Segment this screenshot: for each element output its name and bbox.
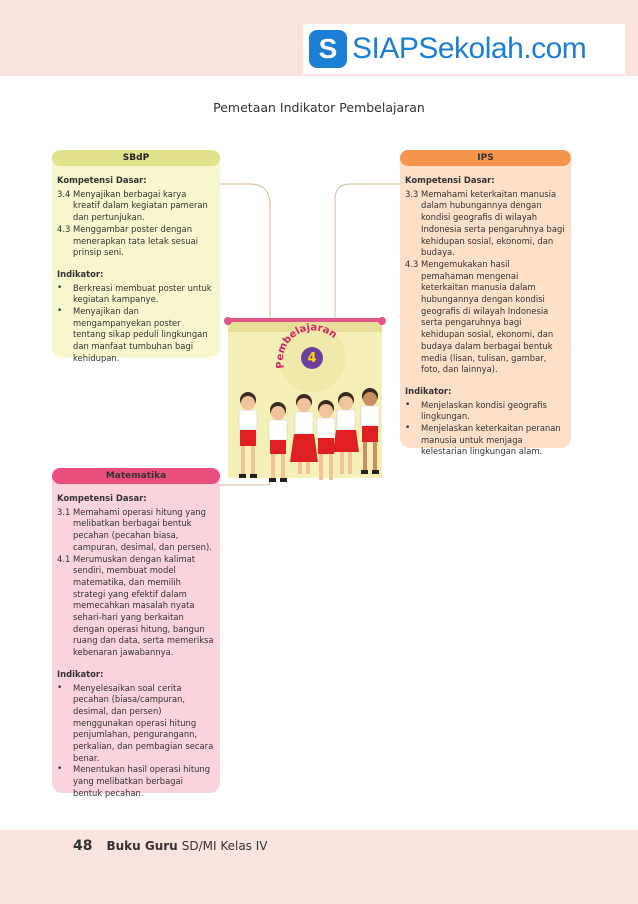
- ips-ind-label: Indikator:: [405, 385, 452, 396]
- kd-number: 4.1: [57, 553, 71, 564]
- sbdp-ind-item: • Berkreasi membuat poster untuk kegiatan kampanye.: [57, 283, 214, 306]
- kd-text: Menggambar poster dengan menerapkan tata letak sesuai prinsip seni.: [73, 223, 199, 258]
- sbdp-card: [52, 150, 220, 363]
- mat-kd-item: [57, 554, 214, 659]
- sbdp-kd-label: Kompetensi Dasar:: [57, 175, 147, 185]
- connector-ips: [335, 184, 400, 325]
- kd-text: Memahami keterkaitan manusia dalam hubungannya dengan kondisi geografis di wilayah Indonesia serta pengaruhnya bagi kehidupan sosial, ekonomi, dan budaya.: [421, 188, 565, 258]
- matematika-header: Matematika: [52, 468, 220, 484]
- book-level: SD/MI Kelas IV: [181, 839, 268, 853]
- matematika-card: [52, 468, 220, 798]
- sbdp-header: SBdP: [52, 150, 220, 166]
- kd-text: Mengemukakan hasil pemahaman mengenai keterkaitan manusia dalam hubungannya dengan kondisi geografis di wilayah Indonesia serta pengaruhnya bagi kehidupan sosial, ekonomi, dan budaya dalam berbagai bentuk media (lisan, tulisan, gambar, foto, dan lainnya).: [421, 258, 554, 375]
- ips-kd-label: Kompetensi Dasar:: [405, 175, 495, 185]
- ind-text: Menentukan hasil operasi hitung yang melibatkan berbagai bentuk pecahan.: [73, 764, 211, 798]
- page-title: Pemetaan Indikator Pembelajaran: [213, 100, 425, 115]
- kd-number: 3.4: [57, 188, 71, 199]
- ips-ind-item: • Menjelaskan kondisi geografis lingkungan.: [405, 400, 565, 423]
- ips-card: [400, 150, 571, 457]
- kd-number: 4.3: [405, 258, 419, 269]
- badge-number: 4: [307, 351, 317, 366]
- page-number: 48: [73, 838, 93, 854]
- kd-text: Memahami operasi hitung yang melibatkan berbagai bentuk pecahan (pecahan biasa, campuran, desimal, dan persen).: [73, 506, 212, 552]
- book-title: Buku Guru: [106, 839, 178, 853]
- ind-text: Menjelaskan kondisi geografis lingkungan.: [421, 399, 547, 422]
- ind-text: Menjelaskan keterkaitan peranan manusia untuk menjaga kelestarian lingkungan alam.: [421, 423, 561, 457]
- mat-ind-item: • Menyelesaikan soal cerita pecahan (biasa/campuran, desimal, dan persen) menggunakan operasi hitung penjumlahan, pengurangann, perkalian, dan pembagian secara benar.: [57, 682, 214, 763]
- connector-sbdp: [220, 184, 270, 325]
- sbdp-kd-item: [57, 224, 214, 259]
- ips-ind-item: • Menjelaskan keterkaitan peranan manusia untuk menjaga kelestarian lingkungan alam.: [405, 423, 565, 458]
- mat-kd-item: [57, 507, 214, 554]
- badge-word: Pembelajaran: [274, 322, 339, 370]
- ips-header: IPS: [400, 150, 571, 166]
- sbdp-ind-label: Indikator:: [57, 268, 104, 279]
- mat-kd-label: Kompetensi Dasar:: [57, 493, 147, 503]
- kd-number: 3.1: [57, 506, 71, 517]
- ind-text: Menyajikan dan mengampanyekan poster tentang sikap peduli lingkungan dan manfaat tumbuhan bagi kehidupan.: [73, 306, 208, 363]
- page-footer: [73, 838, 268, 854]
- mat-ind-item: • Menentukan hasil operasi hitung yang melibatkan berbagai bentuk pecahan.: [57, 764, 214, 799]
- kd-text: Menyajikan berbagai karya kreatif dalam kegiatan pameran dan pertunjukan.: [73, 188, 208, 223]
- sbdp-kd-item: [57, 189, 214, 224]
- ips-kd-item: [405, 189, 565, 259]
- watermark-badge: S: [309, 30, 347, 68]
- kd-number: 4.3: [57, 223, 71, 234]
- watermark-text: SIAPSekolah.com: [352, 32, 587, 65]
- mat-ind-label: Indikator:: [57, 668, 104, 679]
- kd-number: 3.3: [405, 188, 419, 199]
- ind-text: Berkreasi membuat poster untuk kegiatan kampanye.: [73, 282, 212, 305]
- ips-kd-item: [405, 259, 565, 376]
- sbdp-ind-item: • Menyajikan dan mengampanyekan poster tentang sikap peduli lingkungan dan manfaat tumbuhan bagi kehidupan.: [57, 306, 214, 365]
- ind-text: Menyelesaikan soal cerita pecahan (biasa/campuran, desimal, dan persen) menggunakan operasi hitung penjumlahan, pengurangann, perkalian, dan pembagian secara benar.: [73, 682, 214, 763]
- kd-text: Merumuskan dengan kalimat sendiri, membuat model matematika, dan memilih strategi yang efektif dalam memecahkan masalah nyata sehari-hari yang berkaitan dengan operasi hitung, bangun ruang dan data, serta memeriksa kebenaran jawabannya.: [73, 553, 214, 658]
